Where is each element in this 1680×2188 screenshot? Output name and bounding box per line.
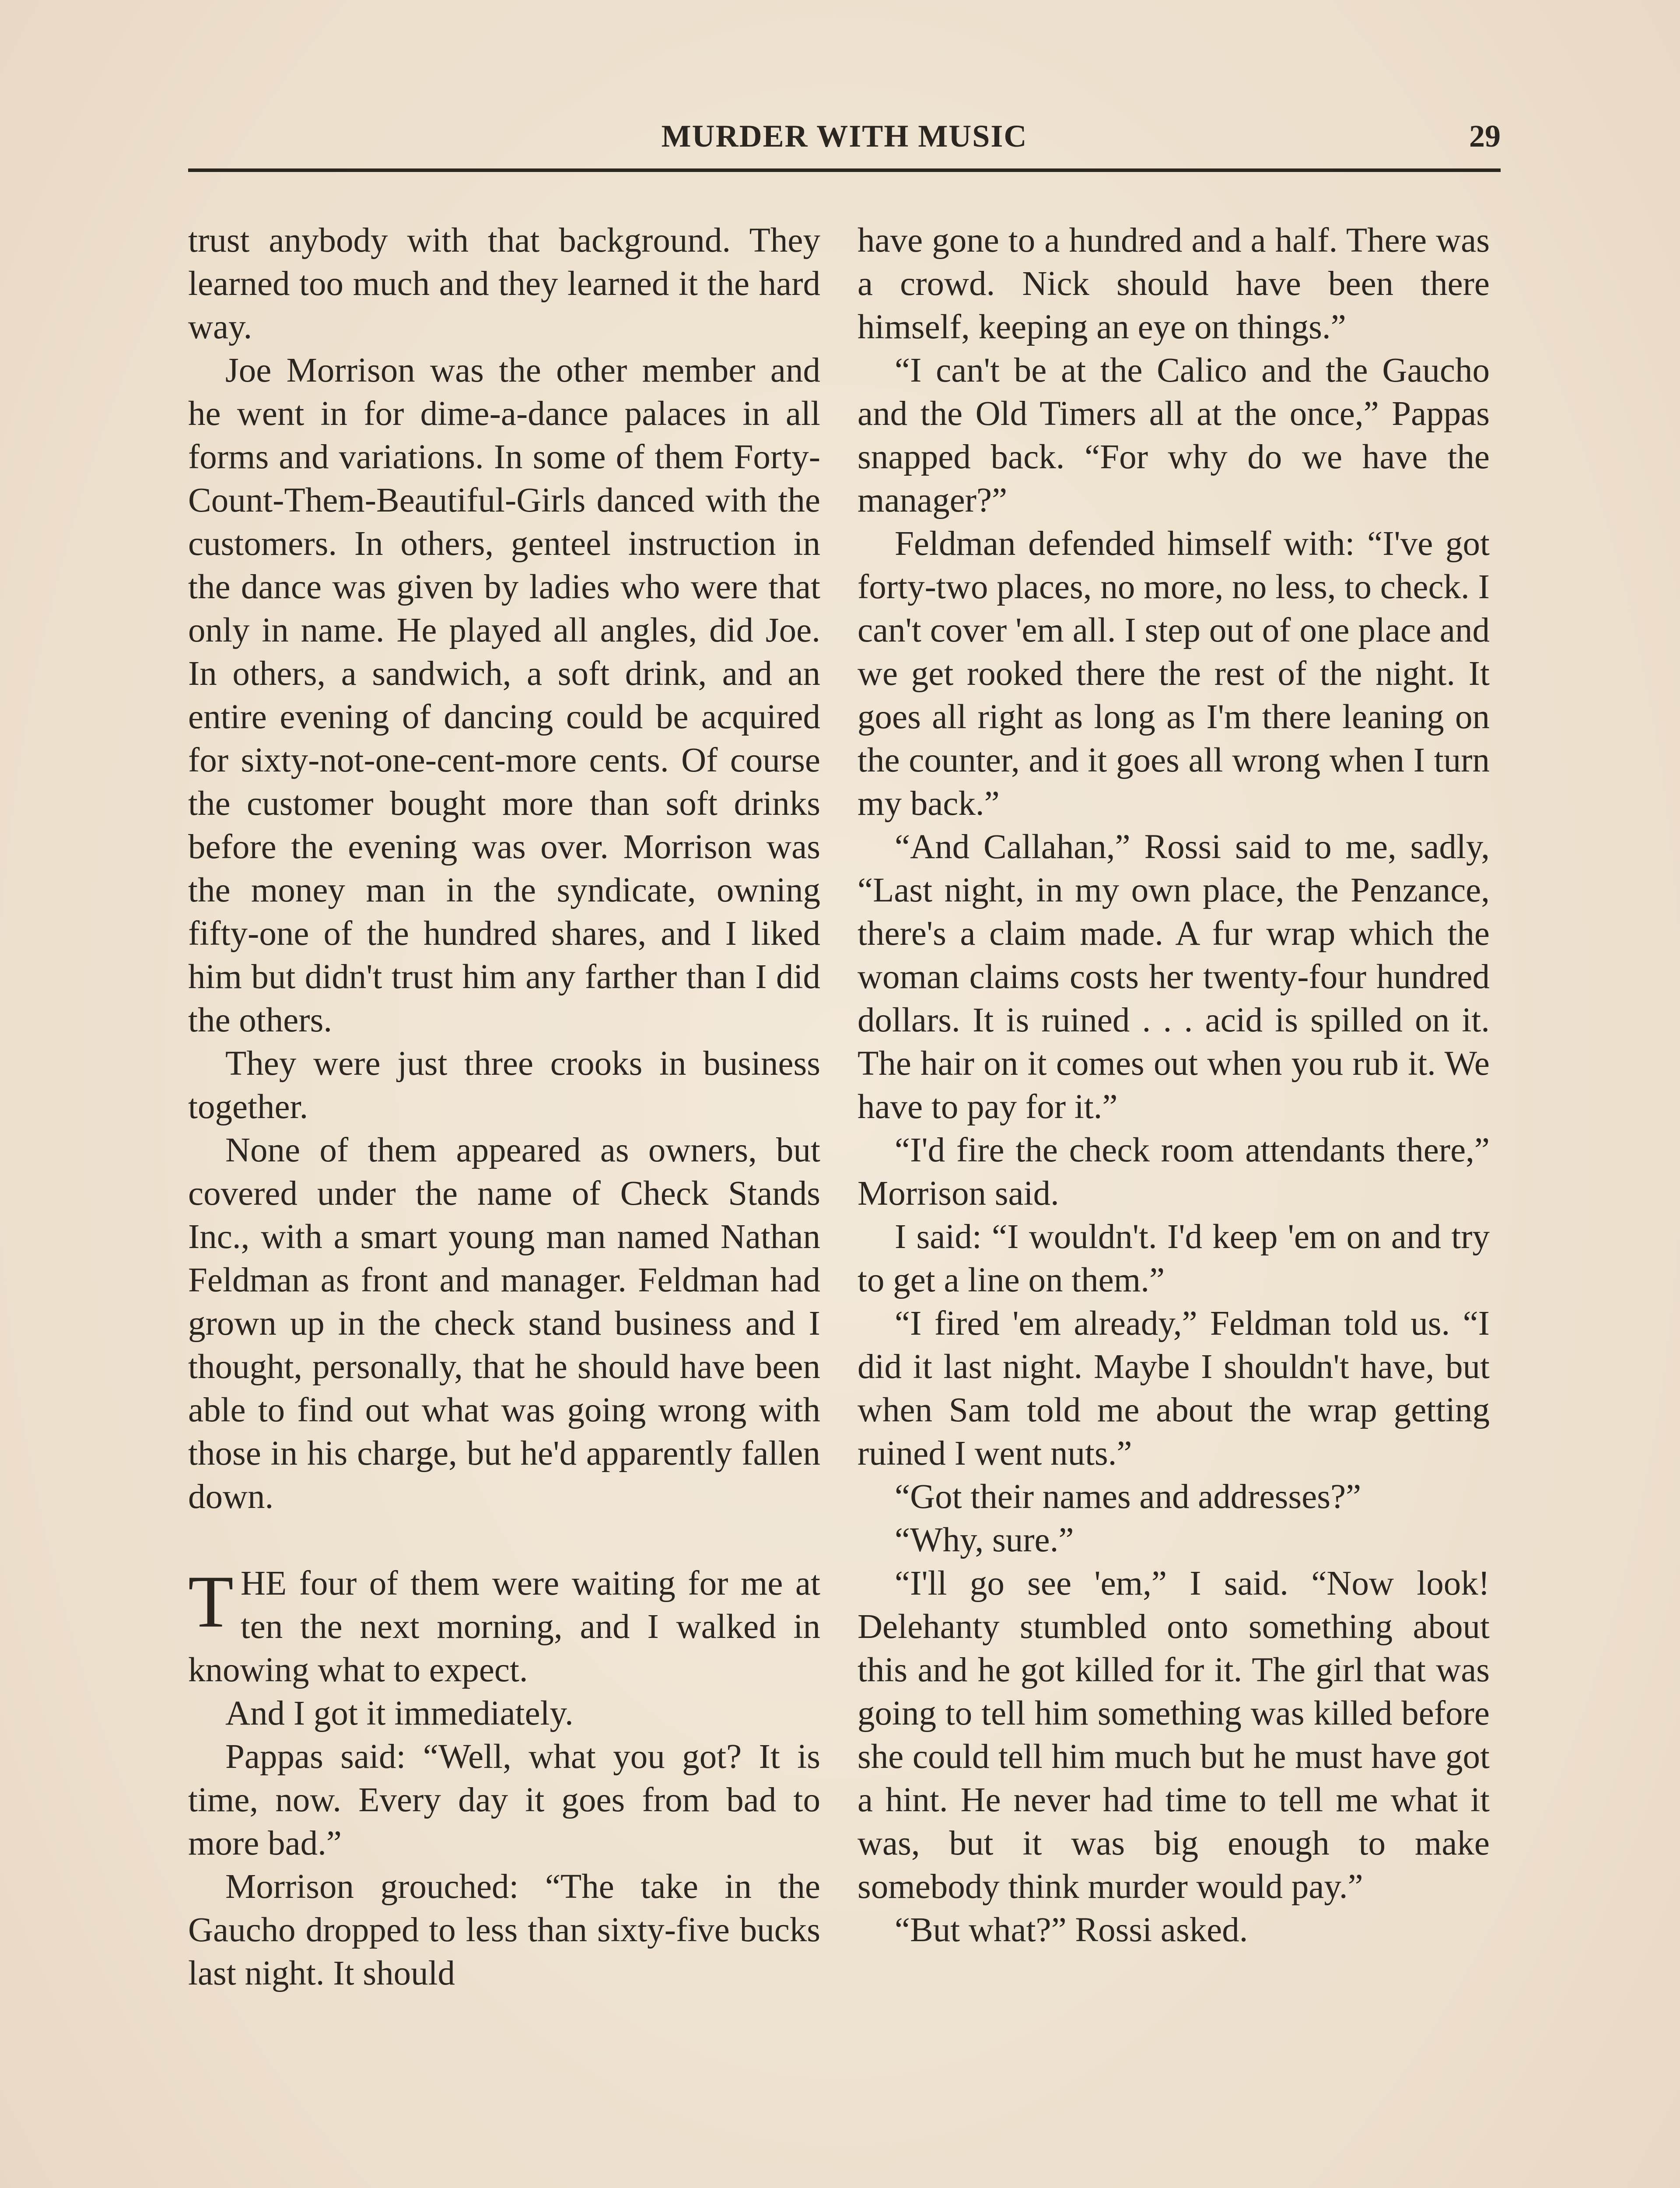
section-opening-paragraph: [188, 1562, 820, 1692]
paragraph: Pappas said: “Well, what you got? It is time, now. Every day it goes from bad to more bad.”: [188, 1738, 820, 1862]
paragraph: Morrison grouched: “The take in the Gaucho dropped to less than sixty-five bucks last night. It should: [188, 1868, 820, 1992]
paragraph: “And Callahan,” Rossi said to me, sadly, “Last night, in my own place, the Penzance, there's a claim made. A fur wrap which the woman claims costs her twenty-four hundred dollars. It is ruined . . . acid is spilled on it. The hair on it comes out when you rub it. We have to pay for it.”: [858, 828, 1490, 1126]
page-header: [188, 109, 1501, 162]
paragraph: “Why, sure.”: [895, 1521, 1074, 1559]
paragraph: Joe Morrison was the other member and he went in for dime-a-dance palaces in all forms and variations. In some of them Forty-Count-Them-Beautiful-Girls danced with the customers. In others, genteel instruction in the dance was given by ladies who were that only in name. He played all angles, did Joe. In others, a sandwich, a soft drink, and an entire evening of dancing could be acquired for sixty-not-one-cent-more cents. Of course the customer bought more than soft drinks before the evening was over. Morrison was the money man in the syndicate, owning fifty-one of the hundred shares, and I liked him but didn't trust him any farther than I did the others.: [188, 351, 820, 1039]
paragraph: “Got their names and addresses?”: [895, 1478, 1362, 1516]
paragraph: “I'll go see 'em,” I said. “Now look! Delehanty stumbled onto something about this and he got killed for it. The girl that was going to tell him something was killed before she could tell him much but he must have got a hint. He never had time to tell me what it was, but it was big enough to make somebody think murder would pay.”: [858, 1564, 1490, 1906]
paragraph: trust anybody with that background. They learned too much and they learned it the hard way.: [188, 221, 820, 346]
paragraph: None of them appeared as owners, but covered under the name of Check Stands Inc., with a smart young man named Nathan Feldman as front and manager. Feldman had grown up in the check stand business and I thought, personally, that he should have been able to find out what was going wrong with those in his charge, but he'd apparently fallen down.: [188, 1131, 820, 1516]
header-rule: [188, 168, 1501, 172]
paragraph: “I'd fire the check room attendants there,” Morrison said.: [858, 1131, 1490, 1213]
paragraph: have gone to a hundred and a half. There was a crowd. Nick should have been there himself, keeping an eye on things.”: [858, 221, 1490, 346]
paragraph: They were just three crooks in business together.: [188, 1045, 820, 1126]
page-number: 29: [1469, 119, 1501, 154]
section-break: [188, 1518, 820, 1562]
paragraph: I said: “I wouldn't. I'd keep 'em on and try to get a line on them.”: [858, 1218, 1490, 1299]
section-opening-text: HE four of them were waiting for me at ten the next morning, and I walked in knowing what to expect.: [188, 1564, 820, 1689]
right-column: [858, 219, 1490, 1952]
left-column: [188, 219, 820, 1995]
paragraph: And I got it immediately.: [225, 1694, 574, 1732]
running-title: MURDER WITH MUSIC: [661, 119, 1028, 154]
drop-cap: T: [188, 1560, 234, 1643]
paragraph: Feldman defended himself with: “I've got forty-two places, no more, no less, to check. I can't cover 'em all. I step out of one place and we get rooked there the rest of the night. It goes all right as long as I'm there leaning on the counter, and it goes all wrong when I turn my back.”: [858, 525, 1490, 823]
paragraph: “I fired 'em already,” Feldman told us. “I did it last night. Maybe I shouldn't have, but when Sam told me about the wrap getting ruined I went nuts.”: [858, 1304, 1490, 1473]
paragraph: “I can't be at the Calico and the Gaucho and the Old Timers all at the once,” Pappas snapped back. “For why do we have the manager?”: [858, 351, 1490, 519]
paragraph: “But what?” Rossi asked.: [895, 1911, 1248, 1949]
